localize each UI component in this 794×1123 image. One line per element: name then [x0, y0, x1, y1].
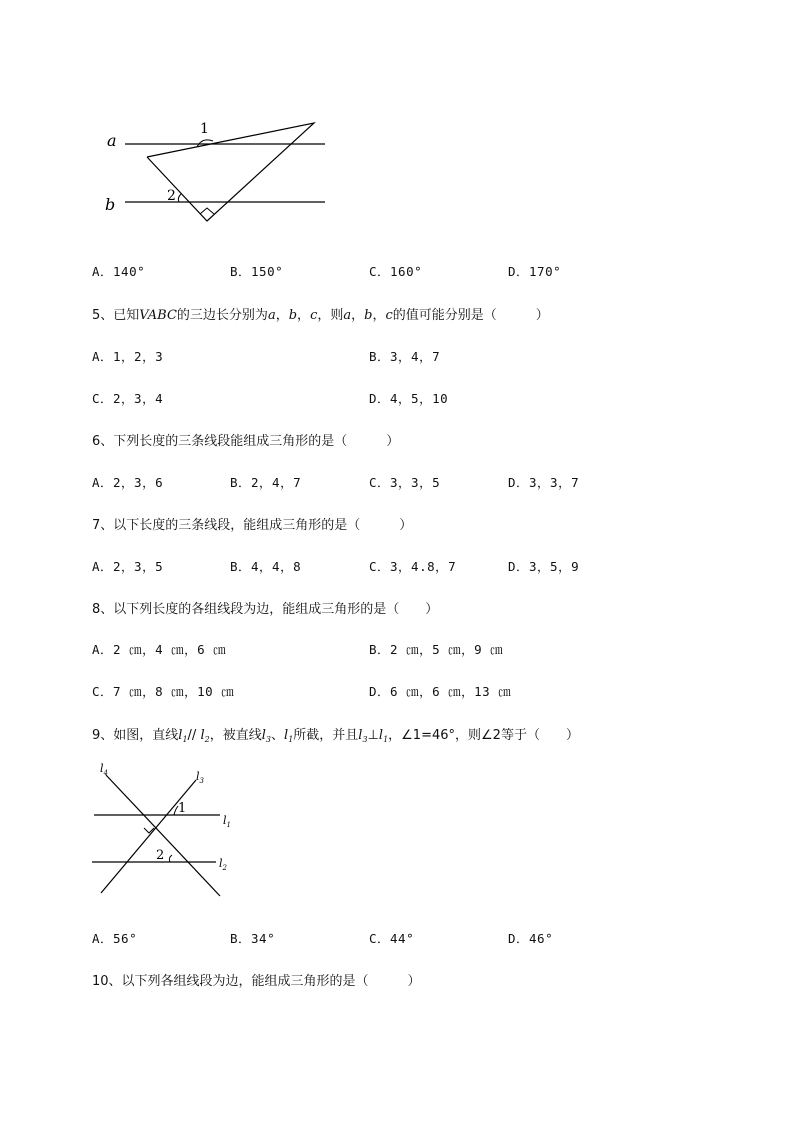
right-angle-mark: [200, 208, 214, 214]
question-6: 6、下列长度的三条线段能组成三角形的是（ ）: [92, 434, 400, 449]
q4-option-c: C．160°: [369, 264, 423, 279]
label-l3: $l_3$: [196, 770, 204, 785]
q5-option-c: C．2，3，4: [92, 391, 164, 406]
angle2-arc: [169, 855, 172, 862]
question-10: 10、以下列各组线段为边，能组成三角形的是（ ）: [92, 974, 421, 989]
question-7: 7、以下长度的三条线段，能组成三角形的是（ ）: [92, 518, 413, 533]
q7-option-b: B．4，4，8: [230, 559, 302, 574]
label-l2: $l_2$: [219, 857, 227, 872]
angle2-arc: [178, 194, 181, 202]
q9-option-d: D．46°: [508, 931, 554, 946]
q9-option-a: A．56°: [92, 931, 138, 946]
q9-option-c: C．44°: [369, 931, 415, 946]
q9-option-b: B．34°: [230, 931, 276, 946]
q8-option-c: C．7 ㎝，8 ㎝，10 ㎝: [92, 684, 235, 699]
q5-option-b: B．3，4，7: [369, 349, 441, 364]
q8-option-b: B．2 ㎝，5 ㎝，9 ㎝: [369, 642, 504, 657]
angle2-label: 2: [167, 188, 176, 204]
question-5: 5、已知VABC的三边长分别为a，b，c，则a，b，c的值可能分别是（ ）: [92, 308, 549, 323]
q7-option-d: D．3，5，9: [508, 559, 580, 574]
line-l4: [106, 775, 220, 896]
q5-option-a: A．1，2，3: [92, 349, 164, 364]
label-l1: $l_1$: [223, 814, 231, 829]
figure-two-transversals: [88, 760, 248, 900]
figure-parallel-lines-triangle: [95, 110, 340, 230]
q8-option-d: D．6 ㎝，6 ㎝，13 ㎝: [369, 684, 512, 699]
q6-option-a: A．2，3，6: [92, 475, 164, 490]
q5-option-d: D．4，5，10: [369, 391, 449, 406]
q4-option-a: A．140°: [92, 264, 146, 279]
label-b: b: [105, 195, 116, 214]
triangle: [147, 123, 314, 221]
label-l4: $l_4$: [100, 762, 108, 777]
q8-option-a: A．2 ㎝，4 ㎝，6 ㎝: [92, 642, 227, 657]
line-l3: [101, 780, 196, 893]
q7-option-c: C．3，4.8，7: [369, 559, 457, 574]
question-8: 8、以下列长度的各组线段为边，能组成三角形的是（ ）: [92, 602, 439, 617]
angle2-label: 2: [156, 848, 165, 863]
q6-option-b: B．2，4，7: [230, 475, 302, 490]
angle1-label: 1: [178, 801, 187, 816]
q7-option-a: A．2，3，5: [92, 559, 164, 574]
q6-option-d: D．3，3，7: [508, 475, 580, 490]
q4-option-d: D．170°: [508, 264, 562, 279]
question-9: 9、如图，直线$l_1//$ $l_2$，被直线$l_3$、$l_1$所截，并且$l_3\perp l_1$，∠1=46°，则∠2等于（ ）: [92, 728, 579, 744]
angle1-label: 1: [200, 121, 209, 137]
label-a: a: [107, 131, 117, 150]
q4-option-b: B．150°: [230, 264, 284, 279]
q6-option-c: C．3，3，5: [369, 475, 441, 490]
